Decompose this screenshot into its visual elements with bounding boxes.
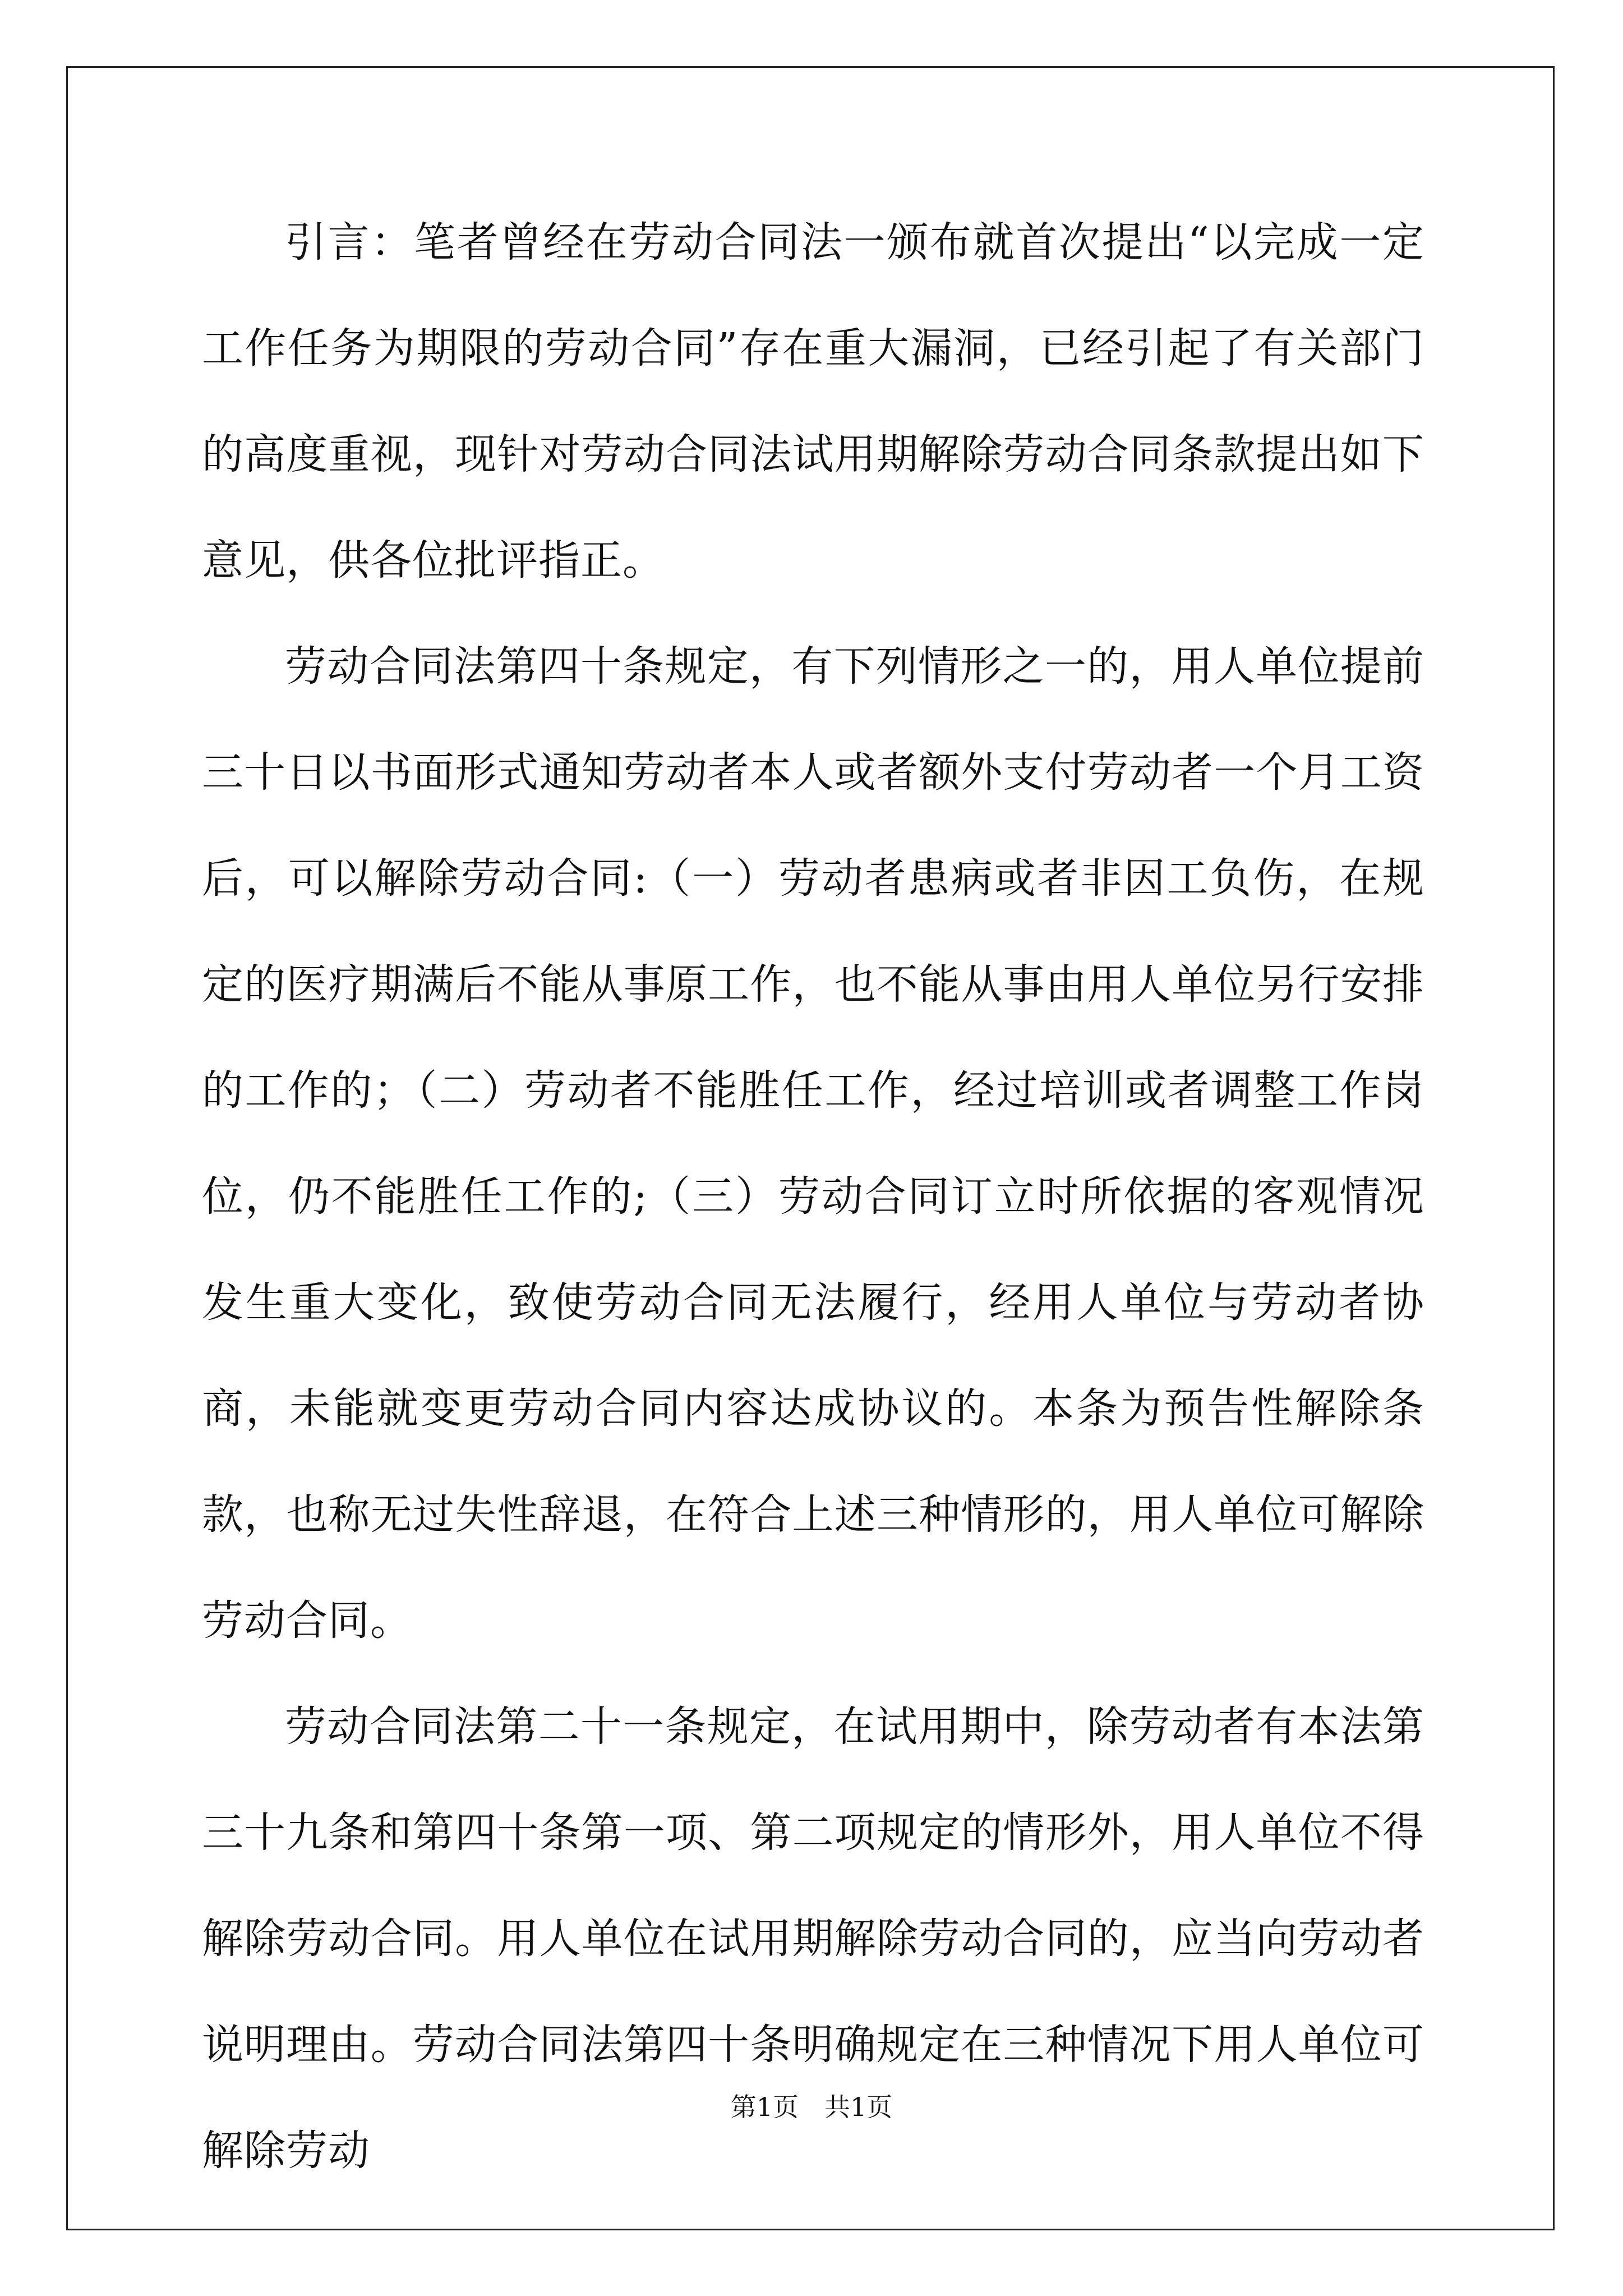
paragraph-article-21: 劳动合同法第二十一条规定，在试用期中，除劳动者有本法第三十九条和第四十条第一项、第二项规定的情形外，用人单位不得解除劳动合同。用人单位在试用期解除劳动合同的，应当向劳动者说明理由。劳动合同法第四十条明确规定在三种情况下用人单位可解除劳动	[202, 1703, 1424, 2175]
paragraph-intro: 引言：笔者曾经在劳动合同法一颁布就首次提出“以完成一定工作任务为期限的劳动合同”存在重大漏洞，已经引起了有关部门的高度重视，现针对劳动合同法试用期解除劳动合同条款提出如下意见，供各位批评指正。	[202, 218, 1424, 585]
page-footer	[0, 2087, 1623, 2124]
paragraph-article-40: 劳动合同法第四十条规定，有下列情形之一的，用人单位提前三十日以书面形式通知劳动者本人或者额外支付劳动者一个月工资后，可以解除劳动合同:（一）劳动者患病或者非因工负伤，在规定的医疗期满后不能从事原工作，也不能从事由用人单位另行安排的工作的；（二）劳动者不能胜任工作，经过培训或者调整工作岗位，仍不能胜任工作的;（三）劳动合同订立时所依据的客观情况发生重大变化，致使劳动合同无法履行，经用人单位与劳动者协商，未能就变更劳动合同内容达成协议的。本条为预告性解除条款，也称无过失性辞退，在符合上述三种情形的，用人单位可解除劳动合同。	[202, 642, 1424, 1645]
total-pages: 共1页	[824, 2092, 893, 2122]
document-body	[202, 190, 1424, 2204]
page-number: 第1页	[730, 2092, 799, 2122]
